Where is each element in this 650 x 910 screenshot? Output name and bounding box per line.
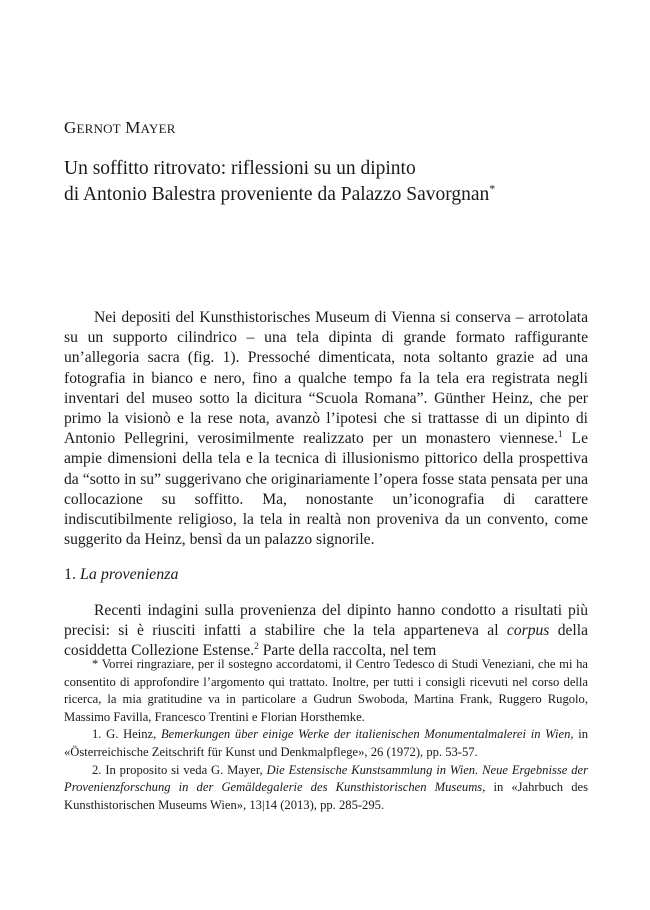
footnotes: [64, 656, 588, 814]
footnote-ref-1[interactable]: 1: [558, 430, 563, 441]
author-last-rest: AYER: [140, 121, 176, 136]
section-number: 1.: [64, 566, 80, 583]
footnote-2-author: 2. In proposito si veda G. Mayer,: [92, 762, 267, 777]
footnote-2-source: , in «Jahrbuch des Kunsthistorischen Museums Wien», 13|14 (2013), pp. 285-295.: [64, 780, 588, 812]
section-heading: [64, 566, 179, 584]
title-footnote-mark: *: [489, 182, 496, 196]
author-first-initial: G: [64, 118, 77, 137]
corpus-term: corpus: [506, 622, 550, 640]
provenance-paragraph: [64, 601, 588, 662]
footnote-1-author: 1. G. Heinz,: [92, 727, 161, 742]
footnote-ref-2[interactable]: 2: [254, 642, 259, 653]
intro-text-1: Nei depositi del Kunsthistorisches Museum di Vienna si conserva – arrotolata su un supporto cilindrico – una tela dipinta di grande formato raffigurante un’allegoria sacra (fig. 1). Pressoché dimenticata, nota soltanto grazie ad una fotografia in bianco e nero, fino a qualche tempo fa la tela era registrata negli inventari del museo sotto la dicitura “Scuola Romana”. Günther Heinz, che per primo la visionò e la rese nota, avanzò l’ipotesi che si trattasse di un dipinto di Antonio Pellegrini, verosimilmente realizzato per un monastero viennese.: [64, 309, 588, 448]
footnote-1-source: , in «Österreichische Zeitschrift für Kunst und Denkmalpflege», 26 (1972), pp. 53-57.: [64, 727, 589, 759]
title-line-1: Un soffitto ritrovato: riflessioni su un dipinto: [64, 158, 416, 179]
provenance-text-2: della cosiddetta Collezione Estense.: [64, 622, 588, 660]
author-first-rest: ERNOT: [76, 121, 121, 136]
footnote-1: [64, 726, 588, 761]
footnote-2-title: Die Estensische Kunstsammlung in Wien. Neue Ergebnisse der Provenienzforschung in der Gemäldegalerie des Kunsthistorischen Museums: [64, 762, 589, 795]
intro-paragraph: [64, 308, 588, 550]
intro-text-2: Le ampie dimensioni della tela e la tecnica di illusionismo pittorico della prospettiva da “sotto in su” suggerivano che originariamente l’opera fosse stata pensata per una collocazione su soffitto. Ma, nonostante un’iconografia di carattere indiscutibilmente religioso, la tela in realtà non proveniva da un convento, come suggerito da Heinz, bensì da un palazzo signorile.: [64, 430, 588, 549]
footnote-1-title: Bemerkungen über einige Werke der italienischen Monumentalmalerei in Wien: [160, 727, 571, 742]
article-title: [64, 156, 604, 208]
author-last-initial: M: [125, 118, 141, 137]
footnote-star: * Vorrei ringraziare, per il sostegno accordatomi, il Centro Tedesco di Studi Veneziani, che mi ha consentito di approfondire l’argomento qui trattato. Inoltre, per tutti i consigli ricevuti nel corso della ricerca, la mia gratitudine va in particolare a Gudrun Swoboda, Martina Frank, Ruggero Rugolo, Massimo Favilla, Francesco Trentini e Florian Horsthemke.: [64, 657, 588, 724]
footnote-2: [64, 762, 588, 815]
section-title: La provenienza: [80, 566, 179, 583]
provenance-text-1: Recenti indagini sulla provenienza del dipinto hanno condotto a risultati più precisi: si è riusciti infatti a stabilire che la tela apparteneva al: [64, 602, 588, 640]
author-name: [64, 118, 176, 138]
title-line-2: di Antonio Balestra proveniente da Palazzo Savorgnan: [64, 184, 490, 205]
provenance-text-3: Parte della raccolta, nel tem: [258, 642, 437, 660]
